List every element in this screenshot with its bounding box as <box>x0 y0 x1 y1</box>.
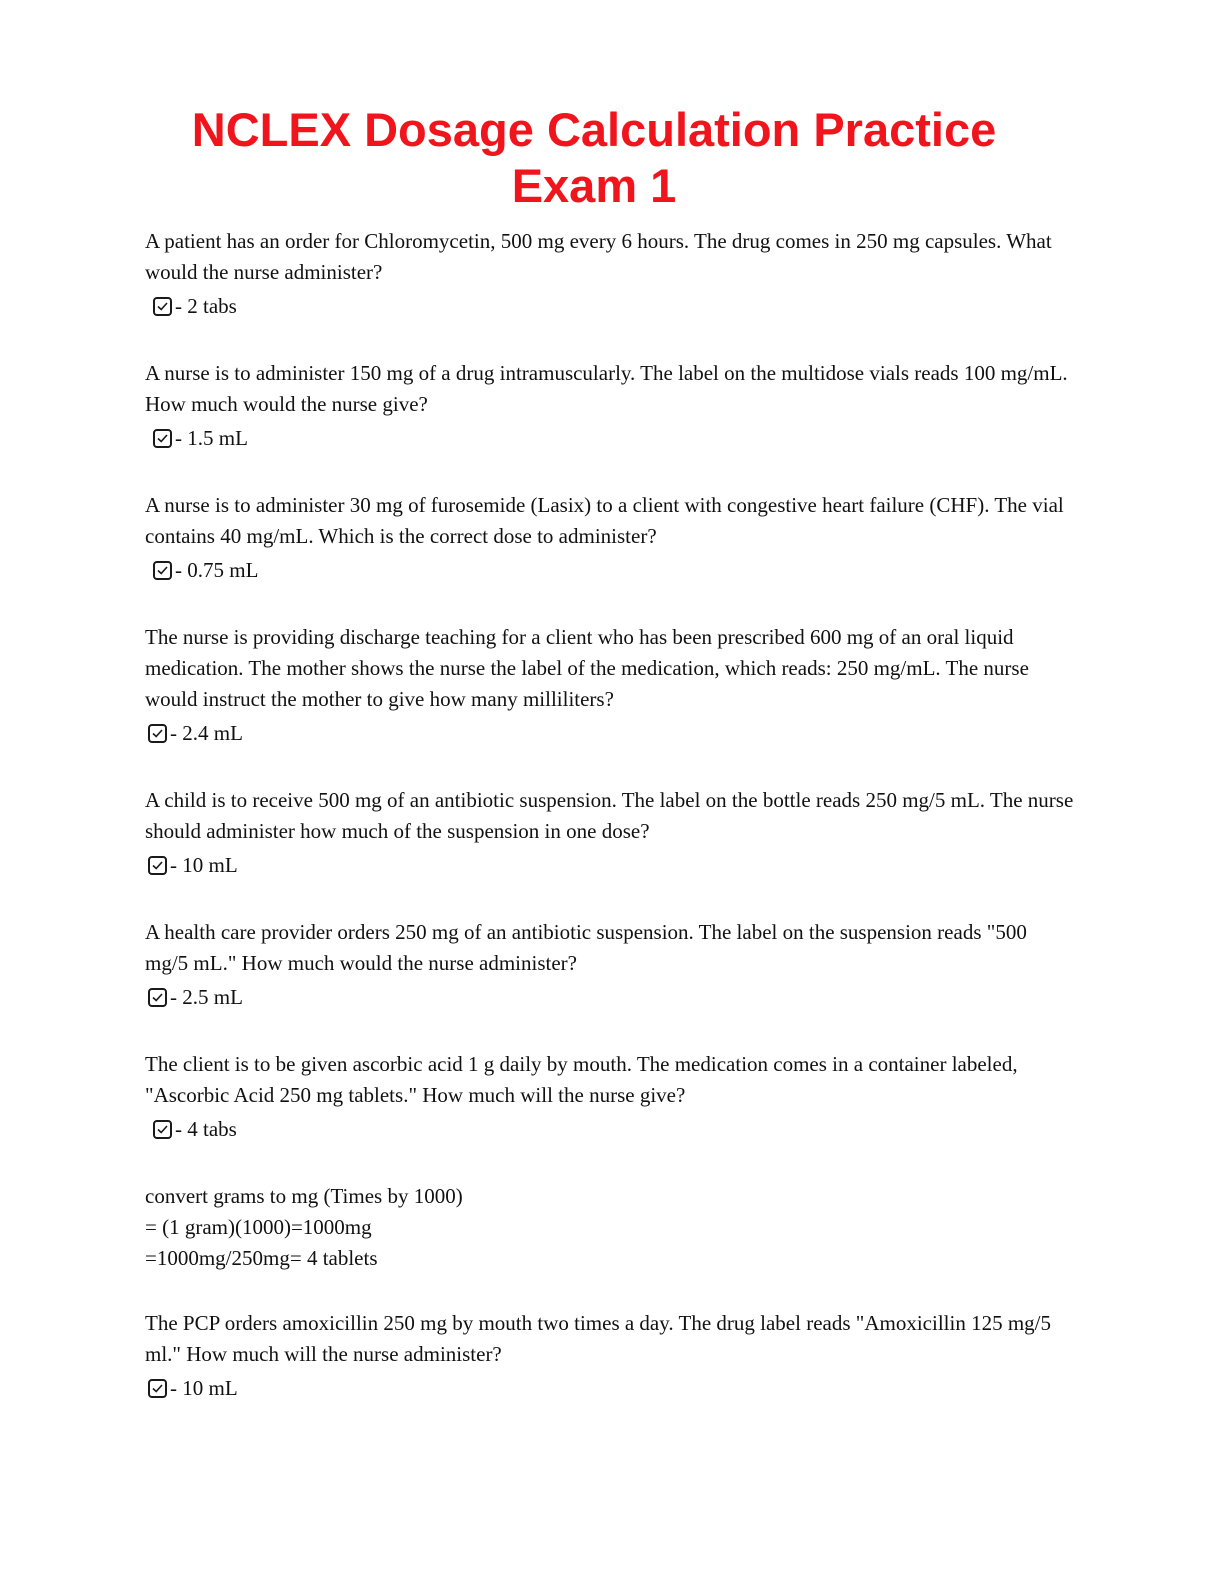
answer <box>153 1111 1075 1147</box>
answer-text: - 1.5 mL <box>175 425 248 450</box>
explanation-line: = (1 gram)(1000)=1000mg <box>145 1215 372 1239</box>
question-item <box>145 358 1075 456</box>
title-line-2: Exam 1 <box>511 159 677 212</box>
question-item <box>145 226 1075 324</box>
question-text: The nurse is providing discharge teaching for a client who has been prescribed 600 mg of an oral liquid medication. The mother shows the nurse the label of the medication, which reads: 250 mg/mL. The nurse would instruct the mother to give how many milliliters? <box>145 625 1029 711</box>
question-text: A child is to receive 500 mg of an antibiotic suspension. The label on the bottle reads 250 mg/5 mL. The nurse should administer how much of the suspension in one dose? <box>145 788 1074 843</box>
explanation <box>145 1181 1075 1274</box>
question-text: A nurse is to administer 150 mg of a drug intramuscularly. The label on the multidose vials reads 100 mg/mL. How much would the nurse give? <box>145 361 1068 416</box>
checkbox-checked-icon <box>148 856 167 875</box>
question-text: A nurse is to administer 30 mg of furosemide (Lasix) to a client with congestive heart failure (CHF). The vial contains 40 mg/mL. Which is the correct dose to administer? <box>145 493 1064 548</box>
answer <box>148 1370 1075 1406</box>
answer-text: - 4 tabs <box>175 1116 237 1141</box>
question-item <box>145 622 1075 751</box>
checkbox-checked-icon <box>148 988 167 1007</box>
checkbox-checked-icon <box>148 1379 167 1398</box>
question-item <box>145 1308 1075 1406</box>
answer <box>148 979 1075 1015</box>
title-line-1: NCLEX Dosage Calculation Practice <box>191 103 997 156</box>
question-item <box>145 1049 1075 1147</box>
answer-text: - 2.4 mL <box>170 720 243 745</box>
checkbox-checked-icon <box>153 297 172 316</box>
answer-text: - 2.5 mL <box>170 984 243 1009</box>
answer <box>153 288 1075 324</box>
checkbox-checked-icon <box>153 429 172 448</box>
answer-text: - 10 mL <box>170 1375 238 1400</box>
question-item <box>145 785 1075 883</box>
question-item <box>145 917 1075 1015</box>
checkbox-checked-icon <box>153 561 172 580</box>
question-text: A health care provider orders 250 mg of an antibiotic suspension. The label on the suspension reads "500 mg/5 mL." How much would the nurse administer? <box>145 920 1027 975</box>
answer <box>148 715 1075 751</box>
page-title <box>0 102 1188 214</box>
answer <box>148 847 1075 883</box>
answer <box>153 552 1075 588</box>
answer-text: - 10 mL <box>170 852 238 877</box>
checkbox-checked-icon <box>148 724 167 743</box>
answer-text: - 0.75 mL <box>175 557 259 582</box>
question-list <box>145 226 1075 1440</box>
explanation-line: convert grams to mg (Times by 1000) <box>145 1184 463 1208</box>
question-text: A patient has an order for Chloromycetin, 500 mg every 6 hours. The drug comes in 250 mg capsules. What would the nurse administer? <box>145 229 1052 284</box>
question-text: The client is to be given ascorbic acid 1 g daily by mouth. The medication comes in a container labeled, "Ascorbic Acid 250 mg tablets." How much will the nurse give? <box>145 1052 1018 1107</box>
answer <box>153 420 1075 456</box>
question-text: The PCP orders amoxicillin 250 mg by mouth two times a day. The drug label reads "Amoxicillin 125 mg/5 ml." How much will the nurse administer? <box>145 1311 1052 1366</box>
answer-text: - 2 tabs <box>175 293 237 318</box>
checkbox-checked-icon <box>153 1120 172 1139</box>
explanation-line: =1000mg/250mg= 4 tablets <box>145 1246 378 1270</box>
question-item <box>145 490 1075 588</box>
